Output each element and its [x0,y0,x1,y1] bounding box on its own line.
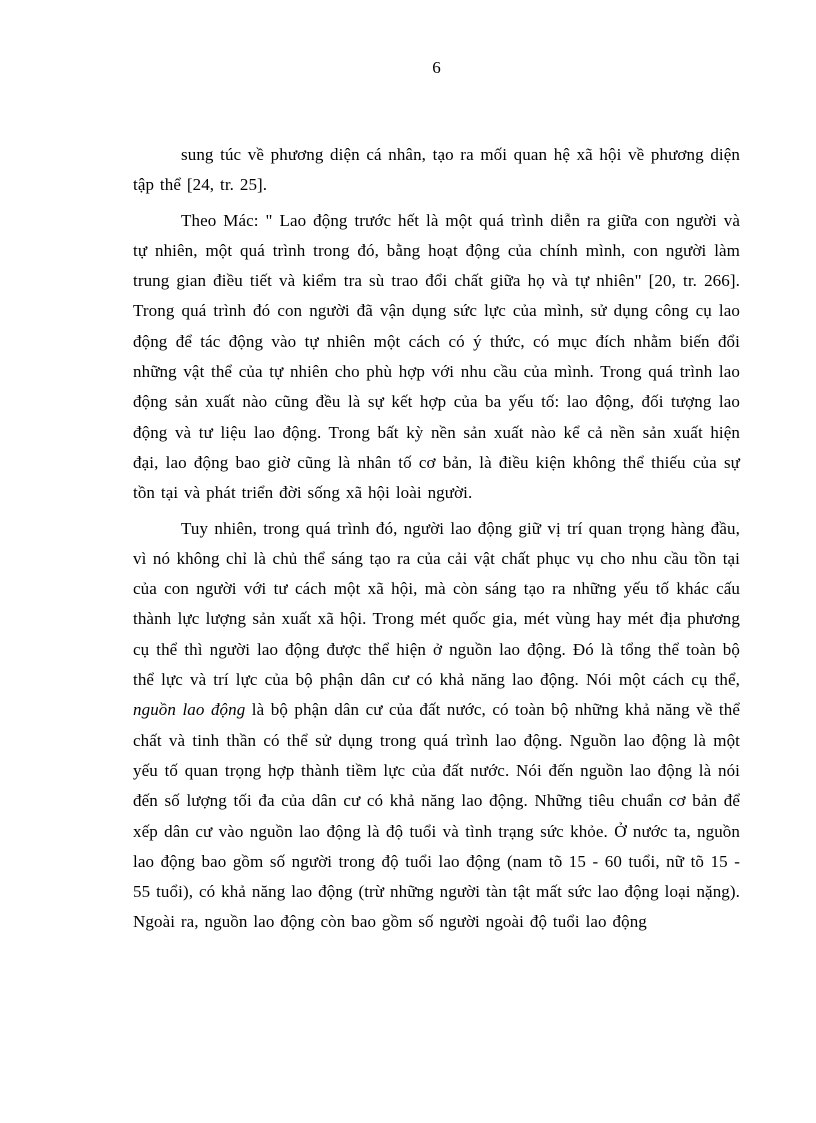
italic-term-nguon-lao-dong: nguồn lao động [133,700,246,720]
page-number: 6 [432,58,441,77]
page-body [133,140,740,938]
paragraph-3-text-after: là bộ phận dân cư của đất nước, có toàn bộ những khả năng về thể chất và tinh thần có thể sử dụng trong quá trình lao động. Nguồn lao động là một yếu tố quan trọng hợp thành tiềm lực của đất nước. Nói đến nguồn lao động là nói đến số lượng tối đa của dân cư có khả năng lao động. Những tiêu chuẩn cơ bản để xếp dân cư vào nguồn lao động là độ tuổi và tình trạng sức khỏe. Ở nước ta, nguồn lao động bao gồm số người trong độ tuổi lao động (nam tõ 15 - 60 tuổi, nữ tõ 15 - 55 tuổi), có khả năng lao động (trừ những người tàn tật mất sức lao động loại nặng). Ngoài ra, nguồn lao động còn bao gồm số người ngoài độ tuổi lao động [133,700,740,932]
paragraph-2-text: Theo Mác: " Lao động trước hết là một quá trình diễn ra giữa con người và tự nhiên, một quá trình trong đó, bằng hoạt động của chính mình, con người làm trung gian điều tiết và kiểm tra sù trao đổi chất giữa họ và tự nhiên" [20, tr. 266]. Trong quá trình đó con người đã vận dụng sức lực của mình, sử dụng công cụ lao động để tác động vào tự nhiên một cách có ý thức, có mục đích nhằm biến đổi những vật thể của tự nhiên cho phù hợp với nhu cầu của mình. Trong quá trình lao động sản xuất nào cũng đều là sự kết hợp của ba yếu tố: lao động, đối tượng lao động và tư liệu lao động. Trong bất kỳ nền sản xuất nào kể cả nền sản xuất hiện đại, lao động bao giờ cũng là nhân tố cơ bản, là điều kiện không thể thiếu của sự tồn tại và phát triển đời sống xã hội loài người. [133,210,740,503]
paragraph-2 [133,206,740,509]
paragraph-3-text-before: Tuy nhiên, trong quá trình đó, người lao động giữ vị trí quan trọng hàng đầu, vì nó không chỉ là chủ thể sáng tạo ra của cải vật chất phục vụ cho nhu cầu tồn tại của con người với tư cách một xã hội, mà còn sáng tạo ra những yếu tố khác cấu thành lực lượng sản xuất xã hội. Trong mét quốc gia, mét vùng hay mét địa phương cụ thể thì người lao động được thể hiện ở nguồn lao động. Đó là tổng thể toàn bộ thể lực và trí lực của bộ phận dân cư có khả năng lao động. Nói một cách cụ thể, [133,518,740,690]
paragraph-3 [133,514,740,938]
paragraph-1-text: sung túc về phương diện cá nhân, tạo ra mối quan hệ xã hội về phương diện tập thể [24, tr. 25]. [133,145,740,195]
paragraph-1 [133,140,740,201]
